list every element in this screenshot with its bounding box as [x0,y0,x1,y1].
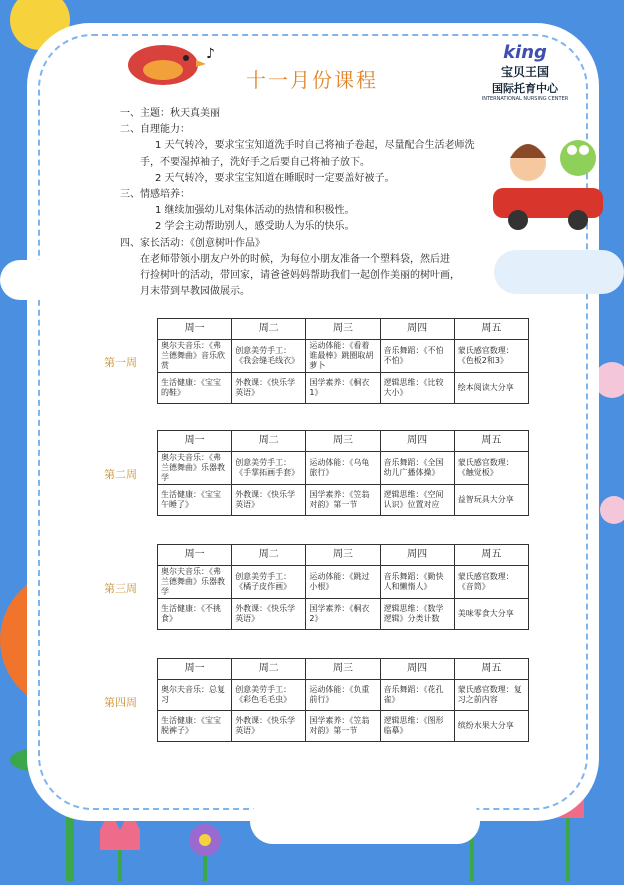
intro-line: 二、自理能力： [120,124,190,136]
table-header-row [158,431,529,452]
intro-line: 三、情感培养： [120,189,190,201]
lesson-cell: 奥尔夫音乐：总复习 [158,680,232,711]
intro-line: 在老师带领小朋友户外的时候，为每位小朋友准备一个塑料袋，然后进 [140,253,450,265]
lesson-cell: 逻辑思维：《数学逻辑》分类计数 [380,599,454,630]
lesson-cell: 创意美劳手工：《我会缝毛线衣》 [232,340,306,373]
lesson-cell: 音乐舞蹈：《不怕不怕》 [380,340,454,373]
lesson-cell: 国学素养：《笠翁对韵》第一节 [306,711,380,742]
lesson-cell: 音乐舞蹈：《花孔雀》 [380,680,454,711]
lesson-cell: 运动体能：《乌龟旅行》 [306,452,380,485]
week-label: 第四周 [104,696,137,709]
intro-line: 1 天气转冷，要求宝宝知道洗手时自己将袖子卷起，尽量配合生活老师洗 [155,140,475,152]
intro-line: 月末带到早教园做展示。 [140,286,250,298]
day-header: 周二 [232,431,306,452]
week-table [157,658,529,742]
lesson-cell: 创意美劳手工：《手掌拓画手套》 [232,452,306,485]
day-header: 周三 [306,659,380,680]
logo-wordmark: king [503,42,547,63]
lesson-cell: 外教课：《快乐学英语》 [232,711,306,742]
lesson-cell: 创意美劳手工：《橘子皮作画》 [232,566,306,599]
intro-line: 1 继续加强幼儿对集体活动的热情和积极性。 [155,205,355,217]
day-header: 周二 [232,659,306,680]
table-header-row [158,659,529,680]
day-header: 周五 [454,431,528,452]
day-header: 周三 [306,319,380,340]
lesson-cell: 外教课：《快乐学英语》 [232,599,306,630]
lesson-cell: 美味零食大分享 [454,599,528,630]
logo-subtitle: INTERNATIONAL NURSING CENTER [481,96,569,102]
lesson-cell: 逻辑思维：《空间认识》位置对应 [380,485,454,516]
cloud-bottom [250,798,480,844]
lesson-cell: 国学素养：《笠翁对韵》第一节 [306,485,380,516]
lesson-cell: 创意美劳手工：《彩色毛毛虫》 [232,680,306,711]
day-header: 周一 [158,545,232,566]
lesson-cell: 生活健康：《宝宝午睡了》 [158,485,232,516]
day-header: 周三 [306,545,380,566]
intro-line: 行捡树叶的活动，带回家，请爸爸妈妈帮助我们一起创作美丽的树叶画， [140,270,460,282]
lesson-cell: 奥尔夫音乐：《弗兰德舞曲》音乐欣赏 [158,340,232,373]
intro-line: 四、家长活动：《创意树叶作品》 [120,237,265,249]
lesson-cell: 音乐舞蹈：《全国幼儿广播体操》 [380,452,454,485]
day-header: 周四 [380,319,454,340]
lesson-cell: 绘本阅读大分享 [454,373,528,404]
lesson-cell: 生活健康：《不挑食》 [158,599,232,630]
day-header: 周四 [380,545,454,566]
intro-line: 2 天气转冷，要求宝宝知道在睡眠时一定要盖好被子。 [155,172,395,184]
day-header: 周二 [232,545,306,566]
table-header-row [158,545,529,566]
table-row [158,680,529,711]
lesson-cell: 运动体能：《跳过小根》 [306,566,380,599]
lesson-cell: 外教课：《快乐学英语》 [232,485,306,516]
week-label: 第一周 [104,356,137,369]
lesson-cell: 益智玩具大分享 [454,485,528,516]
table-row [158,452,529,485]
lesson-cell: 蒙氏感官数理：《色板2和3》 [454,340,528,373]
table-header-row [158,319,529,340]
brand-logo [477,42,573,102]
lesson-cell: 蒙氏感官数理：复习之前内容 [454,680,528,711]
table-row [158,599,529,630]
lesson-cell: 逻辑思维：《图形临摹》 [380,711,454,742]
day-header: 周四 [380,659,454,680]
table-row [158,566,529,599]
table-row [158,340,529,373]
lesson-cell: 缤纷水果大分享 [454,711,528,742]
lesson-cell: 蒙氏感官数理：《触觉板》 [454,452,528,485]
day-header: 周五 [454,545,528,566]
table-row [158,711,529,742]
week-table [157,430,529,516]
day-header: 周二 [232,319,306,340]
svg-text:♪: ♪ [206,46,215,62]
lesson-cell: 国学素养：《桐衣1》 [306,373,380,404]
intro-line: 手，不要湿掉袖子，洗好手之后要自己将袖子放下。 [140,156,370,168]
week-label: 第二周 [104,468,137,481]
logo-name: 宝贝王国 [500,65,549,79]
lesson-cell: 生活健康：《宝宝的鞋》 [158,373,232,404]
lesson-cell: 蒙氏感官数理：《音筒》 [454,566,528,599]
day-header: 周一 [158,659,232,680]
table-row [158,485,529,516]
week-table [157,318,529,404]
lesson-cell: 生活健康：《宝宝脱裤子》 [158,711,232,742]
day-header: 周五 [454,319,528,340]
cloud-left [0,260,130,300]
lesson-cell: 国学素养：《桐衣2》 [306,599,380,630]
lesson-cell: 运动体能：《负重前行》 [306,680,380,711]
lesson-cell: 奥尔夫音乐：《弗兰德舞曲》乐器教学 [158,566,232,599]
intro-line: 2 学会主动帮助别人，感受助人为乐的快乐。 [155,221,355,233]
page-title: 十一月份课程 [246,68,378,92]
day-header: 周三 [306,431,380,452]
intro-section [120,106,580,300]
week-label: 第三周 [104,582,137,595]
day-header: 周四 [380,431,454,452]
day-header: 周一 [158,319,232,340]
day-header: 周一 [158,431,232,452]
lesson-cell: 奥尔夫音乐：《弗兰德舞曲》乐器教学 [158,452,232,485]
day-header: 周五 [454,659,528,680]
week-table [157,544,529,630]
logo-name-2: 国际托育中心 [492,82,558,95]
intro-line: 一、主题：秋天真美丽 [120,108,220,119]
lesson-cell: 运动体能：《看着谁最棒》跳圈取胡萝卜 [306,340,380,373]
table-row [158,373,529,404]
lesson-cell: 外教课：《快乐学英语》 [232,373,306,404]
lesson-cell: 逻辑思维：《比较大小》 [380,373,454,404]
lesson-cell: 音乐舞蹈：《勤快人和懒惰人》 [380,566,454,599]
